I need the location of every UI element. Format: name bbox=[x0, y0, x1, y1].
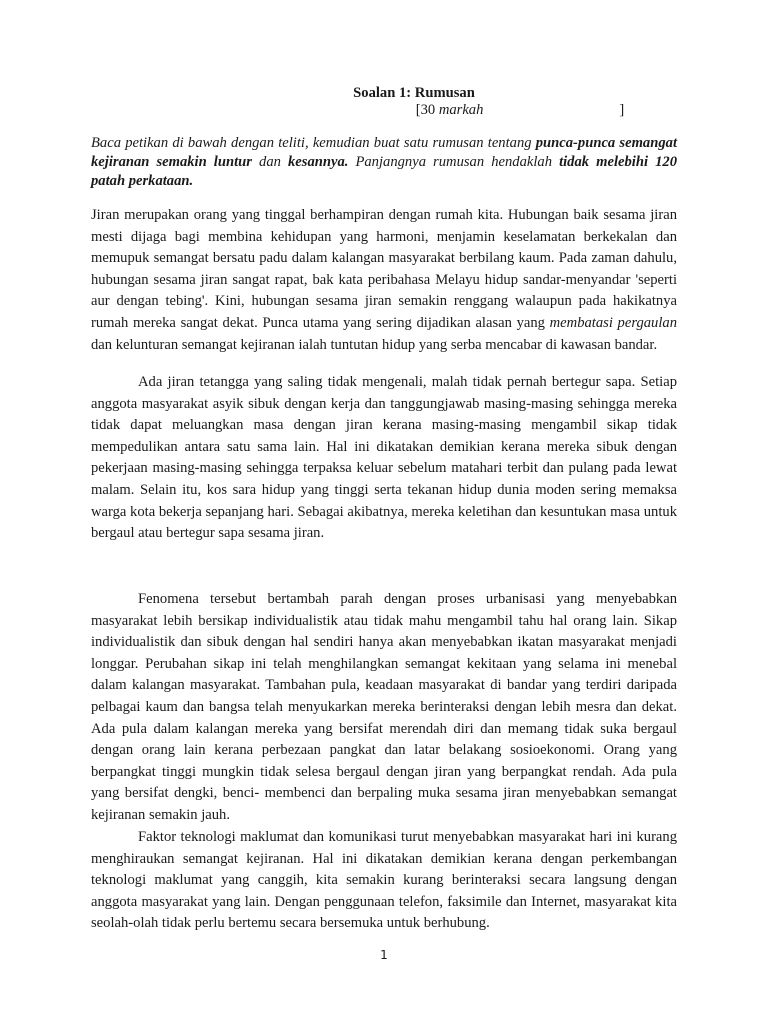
instruction-text: Baca petikan di bawah dengan teliti, kemudian buat satu rumusan tentang punca-punca semangat kejiranan semakin luntur dan kesannya. Panjangnya rumusan hendaklah tidak melebihi 120 patah perkataan. bbox=[91, 135, 677, 189]
passage-paragraph-3: Fenomena tersebut bertambah parah dengan proses urbanisasi yang menyebabkan masyarakat lebih bersikap individualistik atau tidak mahu mengambil tahu hal orang lain. Sikap individualistik dan sibuk dengan hal sendiri hanya akan menyebabkan ikatan masyarakat menjadi longgar. Perubahan sikap ini telah menghilangkan semangat kekitaan yang selama ini menebal dalam kalangan masyarakat. Tambahan pula, keadaan masyarakat di bandar yang terdiri daripada pelbagai kaum dan bangsa telah menyukarkan mereka berinteraksi dengan lebih mesra dan dekat. Ada pula dalam kalangan mereka yang bersifat merendah diri dan memang tidak suka bergaul dengan orang lain kerana perbezaan pangkat dan latar belakang sosioekonomi. Orang yang berpangkat tinggi mungkin tidak selesa bergaul dengan jiran yang berpangkat rendah. Ada pula yang bersifat dengki, benci- membenci dan berpaling muka sesama jiran menyebabkan semangat kejiranan semakin jauh. bbox=[91, 591, 677, 823]
passage-paragraph-2: Ada jiran tetangga yang saling tidak mengenali, malah tidak pernah bertegur sapa. Setiap anggota masyarakat asyik sibuk dengan kerja dan tanggungjawab masing-masing sehingga mereka tidak dapat meluangkan masa dengan jiran kerana masing-masing mengambil sikap tidak mempedulikan antara satu sama lain. Hal ini dikatakan demikian kerana mereka sibuk dengan pekerjaan masing-masing sehingga terpaksa keluar sebelum matahari terbit dan pulang pada lewat malam. Selain itu, kos sara hidup yang tinggi serta tekanan hidup dunia moden sering memaksa warga kota bekerja sepanjang hari. Sebagai akibatnya, mereka keletihan dan kesuntukan masa untuk bergaul atau bertegur sapa sesama jiran. bbox=[91, 374, 677, 542]
marks-label: [30 markah ] bbox=[415, 102, 625, 118]
passage-paragraph-4: Faktor teknologi maklumat dan komunikasi turut menyebabkan masyarakat hari ini kurang menghiraukan semangat kejiranan. Hal ini dikatakan demikian kerana dengan perkembangan teknologi maklumat yang canggih, kita semakin kurang berinteraksi secara langsung dengan anggota masyarakat yang lain. Dengan penggunaan telefon, faksimile dan Internet, masyarakat kita seolah-olah tidak perlu bertemu secara bersemuka untuk berhubung. bbox=[91, 829, 677, 932]
passage-paragraph-1: Jiran merupakan orang yang tinggal berhampiran dengan rumah kita. Hubungan baik sesama jiran mesti dijaga bagi membina kehidupan yang harmoni, menjamin keselamatan berkekalan dan memupuk semangat bersatu padu dalam kalangan masyarakat berbilang kaum. Pada zaman dahulu, hubungan sesama jiran sangat rapat, bak kata peribahasa Melayu hidup sandar-menyandar 'seperti aur dengan tebing'. Kini, hubungan sesama jiran semakin renggang walaupun pada hakikatnya rumah mereka sangat dekat. Punca utama yang sering dijadikan alasan yang membatasi pergaulan dan kelunturan semangat kejiranan ialah tuntutan hidup yang serba mencabar di kawasan bandar. bbox=[91, 207, 677, 353]
question-title: Soalan 1: Rumusan bbox=[353, 85, 475, 101]
page-number: 1 bbox=[380, 948, 388, 962]
